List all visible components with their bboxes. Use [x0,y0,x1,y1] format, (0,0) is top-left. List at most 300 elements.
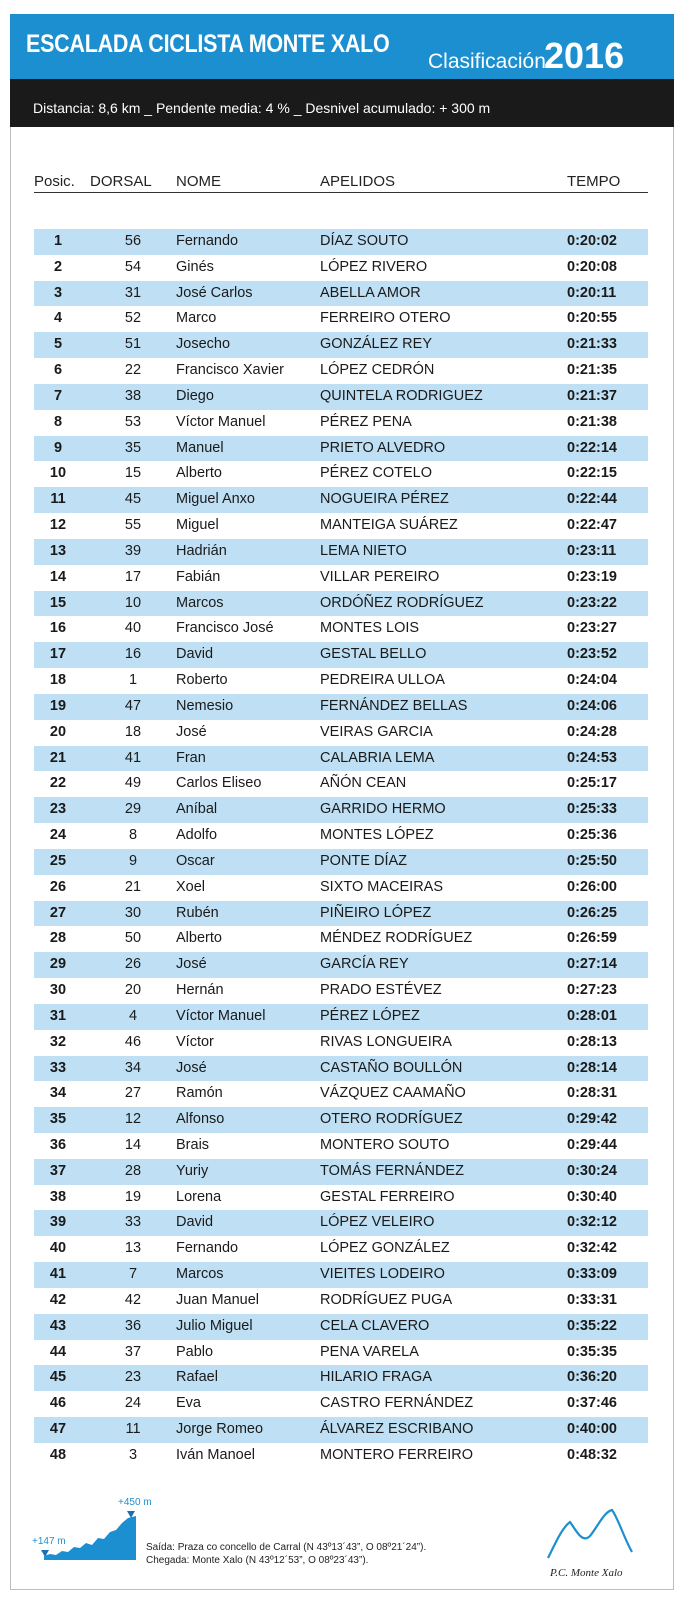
tempo-cell: 0:20:02 [567,233,617,249]
position-cell: 44 [49,1343,67,1360]
table-row [34,487,648,513]
position-cell: 11 [50,491,66,508]
nome-cell: Nemesio [176,697,234,714]
apelidos-cell: VILLAR PEREIRO [320,568,440,585]
apelidos-cell: MÉNDEZ RODRÍGUEZ [320,930,473,947]
dorsal-cell: 37 [124,1343,142,1360]
dorsal-cell: 29 [124,801,142,818]
apelidos-cell: RODRÍGUEZ PUGA [320,1291,453,1308]
nome-cell: Carlos Eliseo [176,775,262,792]
table-row [34,410,648,436]
nome-cell: Fernando [176,233,239,249]
nome-cell: Brais [176,1136,210,1153]
elevation-profile-icon [44,1514,136,1560]
position-cell: 28 [49,930,67,947]
dorsal-cell: 45 [124,491,142,508]
position-cell: 41 [49,1266,67,1283]
table-row [34,281,648,307]
position-cell: 5 [53,336,63,353]
dorsal-cell: 20 [124,982,142,999]
position-cell: 12 [49,517,67,534]
table-row [34,255,648,281]
position-cell: 10 [49,465,67,482]
nome-cell: Víctor Manuel [176,1007,266,1024]
tempo-cell: 0:30:40 [567,1188,617,1205]
table-row [34,306,648,332]
tempo-cell: 0:23:27 [567,620,617,637]
route-start: Saída: Praza co concello de Carral (N 43º13´43”, O 08º21´24”). [146,1542,427,1553]
apelidos-cell: GONZÁLEZ REY [320,336,432,353]
position-cell: 2 [53,258,63,275]
tempo-cell: 0:35:22 [567,1317,617,1334]
apelidos-cell: GARRIDO HERMO [320,801,446,818]
tempo-cell: 0:25:36 [567,827,617,844]
tempo-cell: 0:25:33 [567,801,617,818]
apelidos-cell: NOGUEIRA PÉREZ [320,491,449,508]
apelidos-cell: SIXTO MACEIRAS [320,878,444,895]
nome-cell: Jorge Romeo [176,1421,264,1438]
position-cell: 21 [49,749,67,766]
tempo-cell: 0:25:50 [567,852,617,869]
table-row [34,358,648,384]
header-nome: NOME [176,173,221,190]
tempo-cell: 0:25:17 [567,775,617,792]
apelidos-cell: LÓPEZ CEDRÓN [320,362,435,379]
tempo-cell: 0:24:04 [567,672,617,689]
tempo-cell: 0:22:44 [567,491,617,508]
position-cell: 36 [49,1136,67,1153]
club-logo-text: P.C. Monte Xalo [550,1567,623,1579]
dorsal-cell: 42 [124,1291,142,1308]
position-cell: 40 [49,1240,67,1257]
tempo-cell: 0:30:24 [567,1162,617,1179]
dorsal-cell: 22 [124,362,142,379]
table-row [34,591,648,617]
nome-cell: José [176,956,207,973]
header-position: Posic. [34,173,75,190]
tempo-cell: 0:33:31 [567,1291,617,1308]
apelidos-cell: VÁZQUEZ CAAMAÑO [320,1085,466,1102]
dorsal-cell: 17 [124,568,142,585]
dorsal-cell: 52 [124,310,142,327]
nome-cell: Iván Manoel [176,1446,255,1463]
nome-cell: Eva [176,1395,201,1412]
position-cell: 8 [53,413,63,430]
position-cell: 25 [49,852,67,869]
table-row [34,384,648,410]
table-row [34,694,648,720]
tempo-cell: 0:22:47 [567,517,617,534]
nome-cell: Hernán [176,982,224,999]
dorsal-cell: 8 [128,827,138,844]
table-row [34,1107,648,1133]
position-cell: 15 [49,594,67,611]
table-row [34,436,648,462]
nome-cell: Francisco Xavier [176,362,284,379]
apelidos-cell: PRIETO ALVEDRO [320,439,446,456]
nome-cell: Fran [176,749,206,766]
position-cell: 47 [49,1421,67,1438]
position-cell: 6 [53,362,63,379]
apelidos-cell: LÓPEZ RIVERO [320,258,428,275]
results-table [34,229,648,1469]
dorsal-cell: 10 [124,594,142,611]
table-row [34,1004,648,1030]
apelidos-cell: PÉREZ LÓPEZ [320,1007,420,1024]
apelidos-cell: PONTE DÍAZ [320,852,408,869]
tempo-cell: 0:21:35 [567,362,617,379]
tempo-cell: 0:23:11 [567,542,617,559]
apelidos-cell: MONTERO SOUTO [320,1136,450,1153]
position-cell: 38 [49,1188,67,1205]
nome-cell: Hadrián [176,542,227,559]
tempo-cell: 0:32:12 [567,1214,617,1231]
position-cell: 37 [49,1162,67,1179]
tempo-cell: 0:28:14 [567,1059,617,1076]
apelidos-cell: GARCÍA REY [320,956,409,973]
nome-cell: Oscar [176,852,215,869]
tempo-cell: 0:26:00 [567,878,617,895]
table-row [34,901,648,927]
nome-cell: Aníbal [176,801,218,818]
table-row [34,952,648,978]
table-row [34,1185,648,1211]
tempo-cell: 0:21:37 [567,387,617,404]
header-tempo: TEMPO [567,173,621,190]
tempo-cell: 0:26:59 [567,930,617,947]
position-cell: 27 [49,904,67,921]
nome-cell: Yuriy [176,1162,209,1179]
tempo-cell: 0:32:42 [567,1240,617,1257]
tempo-cell: 0:27:23 [567,982,617,999]
table-row [34,771,648,797]
apelidos-cell: GESTAL BELLO [320,646,427,663]
nome-cell: Alberto [176,465,222,482]
table-row [34,1365,648,1391]
dorsal-cell: 30 [124,904,142,921]
nome-cell: Rubén [176,904,219,921]
dorsal-cell: 27 [124,1085,142,1102]
position-cell: 13 [49,542,67,559]
apelidos-cell: GESTAL FERREIRO [320,1188,455,1205]
position-cell: 45 [49,1369,67,1386]
tempo-cell: 0:35:35 [567,1343,617,1360]
tempo-cell: 0:29:44 [567,1136,617,1153]
apelidos-cell: TOMÁS FERNÁNDEZ [320,1162,464,1179]
apelidos-cell: DÍAZ SOUTO [320,233,409,249]
table-row [34,1288,648,1314]
apelidos-cell: PÉREZ PENA [320,413,412,430]
nome-cell: Rafael [176,1369,218,1386]
table-row [34,1443,648,1469]
nome-cell: Víctor Manuel [176,413,266,430]
dorsal-cell: 34 [124,1059,142,1076]
table-row [34,1340,648,1366]
apelidos-cell: LÓPEZ VELEIRO [320,1214,435,1231]
table-row [34,746,648,772]
dorsal-cell: 16 [124,646,142,663]
table-row [34,1159,648,1185]
table-row [34,1417,648,1443]
table-row [34,616,648,642]
nome-cell: Marco [176,310,217,327]
tempo-cell: 0:21:38 [567,413,617,430]
classification-label: Clasificación [428,50,546,73]
apelidos-cell: RIVAS LONGUEIRA [320,1033,452,1050]
position-cell: 24 [49,827,67,844]
table-row [34,642,648,668]
header-apelidos: APELIDOS [320,173,396,190]
club-logo-icon [546,1508,636,1566]
position-cell: 4 [53,310,63,327]
dorsal-cell: 53 [124,413,142,430]
dorsal-cell: 24 [124,1395,142,1412]
nome-cell: José Carlos [176,284,253,301]
nome-cell: Fernando [176,1240,239,1257]
dorsal-cell: 1 [128,672,138,689]
position-cell: 19 [49,697,67,714]
dorsal-cell: 13 [124,1240,142,1257]
table-row [34,461,648,487]
tempo-cell: 0:27:14 [567,956,617,973]
dorsal-cell: 19 [124,1188,142,1205]
position-cell: 7 [53,387,63,404]
tempo-cell: 0:26:25 [567,904,617,921]
position-cell: 33 [49,1059,67,1076]
tempo-cell: 0:24:06 [567,697,617,714]
nome-cell: Miguel [176,517,219,534]
header-dorsal: DORSAL [90,173,152,190]
dorsal-cell: 40 [124,620,142,637]
apelidos-cell: PIÑEIRO LÓPEZ [320,904,432,921]
apelidos-cell: CALABRIA LEMA [320,749,435,766]
year-label: 2016 [544,35,625,76]
table-row [34,565,648,591]
nome-cell: Alfonso [176,1111,225,1128]
dorsal-cell: 26 [124,956,142,973]
apelidos-cell: OTERO RODRÍGUEZ [320,1111,463,1128]
dorsal-cell: 35 [124,439,142,456]
nome-cell: Adolfo [176,827,218,844]
table-row [34,1133,648,1159]
dorsal-cell: 56 [124,233,142,249]
tempo-cell: 0:29:42 [567,1111,617,1128]
apelidos-cell: CELA CLAVERO [320,1317,430,1334]
table-row [34,229,648,255]
tempo-cell: 0:22:14 [567,439,617,456]
tempo-cell: 0:20:08 [567,258,617,275]
position-cell: 23 [49,801,67,818]
tempo-cell: 0:21:33 [567,336,617,353]
apelidos-cell: MONTES LÓPEZ [320,827,434,844]
apelidos-cell: MONTERO FERREIRO [320,1446,474,1463]
dorsal-cell: 14 [124,1136,142,1153]
position-cell: 48 [49,1446,67,1463]
nome-cell: Josecho [176,336,231,353]
tempo-cell: 0:23:19 [567,568,617,585]
table-row [34,926,648,952]
position-cell: 39 [49,1214,67,1231]
event-title: ESCALADA CICLISTA MONTE XALO [26,30,390,58]
apelidos-cell: VEIRAS GARCIA [320,723,433,740]
nome-cell: José [176,723,207,740]
position-cell: 3 [53,284,63,301]
apelidos-cell: QUINTELA RODRIGUEZ [320,387,483,404]
tempo-cell: 0:20:55 [567,310,617,327]
position-cell: 1 [53,233,63,249]
nome-cell: Pablo [176,1343,214,1360]
position-cell: 34 [49,1085,67,1102]
nome-cell: Alberto [176,930,222,947]
table-row [34,875,648,901]
tempo-cell: 0:28:31 [567,1085,617,1102]
dorsal-cell: 7 [128,1266,138,1283]
tempo-cell: 0:40:00 [567,1421,617,1438]
table-row [34,1262,648,1288]
altitude-finish: +450 m [118,1497,152,1508]
table-row [34,513,648,539]
table-row [34,797,648,823]
apelidos-cell: CASTRO FERNÁNDEZ [320,1395,474,1412]
position-cell: 32 [49,1033,67,1050]
nome-cell: Lorena [176,1188,222,1205]
apelidos-cell: PENA VARELA [320,1343,419,1360]
table-row [34,978,648,1004]
position-cell: 31 [49,1007,67,1024]
apelidos-cell: CASTAÑO BOULLÓN [320,1059,463,1076]
tempo-cell: 0:28:01 [567,1007,617,1024]
apelidos-cell: MONTES LOIS [320,620,420,637]
dorsal-cell: 28 [124,1162,142,1179]
table-row [34,1081,648,1107]
tempo-cell: 0:36:20 [567,1369,617,1386]
position-cell: 17 [49,646,67,663]
apelidos-cell: FERREIRO OTERO [320,310,451,327]
apelidos-cell: HILARIO FRAGA [320,1369,432,1386]
dorsal-cell: 4 [128,1007,138,1024]
nome-cell: Xoel [176,878,206,895]
table-row [34,668,648,694]
position-cell: 20 [49,723,67,740]
table-row [34,1056,648,1082]
dorsal-cell: 31 [124,284,142,301]
dorsal-cell: 12 [124,1111,142,1128]
position-cell: 30 [49,982,67,999]
position-cell: 43 [49,1317,67,1334]
apelidos-cell: ÁLVAREZ ESCRIBANO [320,1421,474,1438]
dorsal-cell: 51 [124,336,142,353]
position-cell: 14 [49,568,67,585]
dorsal-cell: 54 [124,258,142,275]
dorsal-cell: 23 [124,1369,142,1386]
table-row [34,1030,648,1056]
position-cell: 29 [49,956,67,973]
nome-cell: Julio Miguel [176,1317,253,1334]
dorsal-cell: 18 [124,723,142,740]
position-cell: 42 [49,1291,67,1308]
nome-cell: Ramón [176,1085,223,1102]
apelidos-cell: ABELLA AMOR [320,284,421,301]
position-cell: 9 [53,439,63,456]
apelidos-cell: LEMA NIETO [320,542,407,559]
dorsal-cell: 39 [124,542,142,559]
tempo-cell: 0:23:22 [567,594,617,611]
dorsal-cell: 49 [124,775,142,792]
dorsal-cell: 38 [124,387,142,404]
altitude-start: +147 m [32,1536,66,1547]
nome-cell: Juan Manuel [176,1291,260,1308]
nome-cell: Roberto [176,672,228,689]
position-cell: 22 [49,775,67,792]
race-info: Distancia: 8,6 km _ Pendente media: 4 % _ Desnivel acumulado: + 300 m [33,100,491,116]
dorsal-cell: 33 [124,1214,142,1231]
tempo-cell: 0:23:52 [567,646,617,663]
position-cell: 35 [49,1111,67,1128]
table-row [34,1391,648,1417]
dorsal-cell: 21 [124,878,142,895]
table-row [34,332,648,358]
nome-cell: Marcos [176,1266,224,1283]
apelidos-cell: PEDREIRA ULLOA [320,672,445,689]
position-cell: 46 [49,1395,67,1412]
dorsal-cell: 36 [124,1317,142,1334]
nome-cell: David [176,1214,214,1231]
tempo-cell: 0:20:11 [567,284,617,301]
dorsal-cell: 47 [124,697,142,714]
apelidos-cell: PRADO ESTÉVEZ [320,982,442,999]
nome-cell: Manuel [176,439,224,456]
route-info [146,1541,426,1567]
dorsal-cell: 55 [124,517,142,534]
nome-cell: Miguel Anxo [176,491,255,508]
apelidos-cell: VIEITES LODEIRO [320,1266,445,1283]
tempo-cell: 0:37:46 [567,1395,617,1412]
nome-cell: Víctor [176,1033,214,1050]
nome-cell: David [176,646,214,663]
nome-cell: Marcos [176,594,224,611]
table-row [34,849,648,875]
position-cell: 18 [49,672,67,689]
table-row [34,1314,648,1340]
dorsal-cell: 46 [124,1033,142,1050]
apelidos-cell: ORDÓÑEZ RODRÍGUEZ [320,594,484,611]
dorsal-cell: 41 [124,749,142,766]
nome-cell: Francisco José [176,620,274,637]
nome-cell: José [176,1059,207,1076]
dorsal-cell: 11 [125,1421,141,1438]
apelidos-cell: AÑÓN CEAN [320,775,407,792]
apelidos-cell: FERNÁNDEZ BELLAS [320,697,468,714]
apelidos-cell: LÓPEZ GONZÁLEZ [320,1240,450,1257]
tempo-cell: 0:24:28 [567,723,617,740]
position-cell: 26 [49,878,67,895]
position-cell: 16 [49,620,67,637]
tempo-cell: 0:22:15 [567,465,617,482]
nome-cell: Ginés [176,258,214,275]
table-row [34,1236,648,1262]
tempo-cell: 0:33:09 [567,1266,617,1283]
dorsal-cell: 9 [128,852,138,869]
tempo-cell: 0:48:32 [567,1446,617,1463]
header-divider [34,192,648,193]
dorsal-cell: 3 [128,1446,138,1463]
nome-cell: Fabián [176,568,221,585]
table-row [34,1210,648,1236]
apelidos-cell: MANTEIGA SUÁREZ [320,517,458,534]
table-row [34,823,648,849]
dorsal-cell: 15 [124,465,142,482]
apelidos-cell: PÉREZ COTELO [320,465,432,482]
